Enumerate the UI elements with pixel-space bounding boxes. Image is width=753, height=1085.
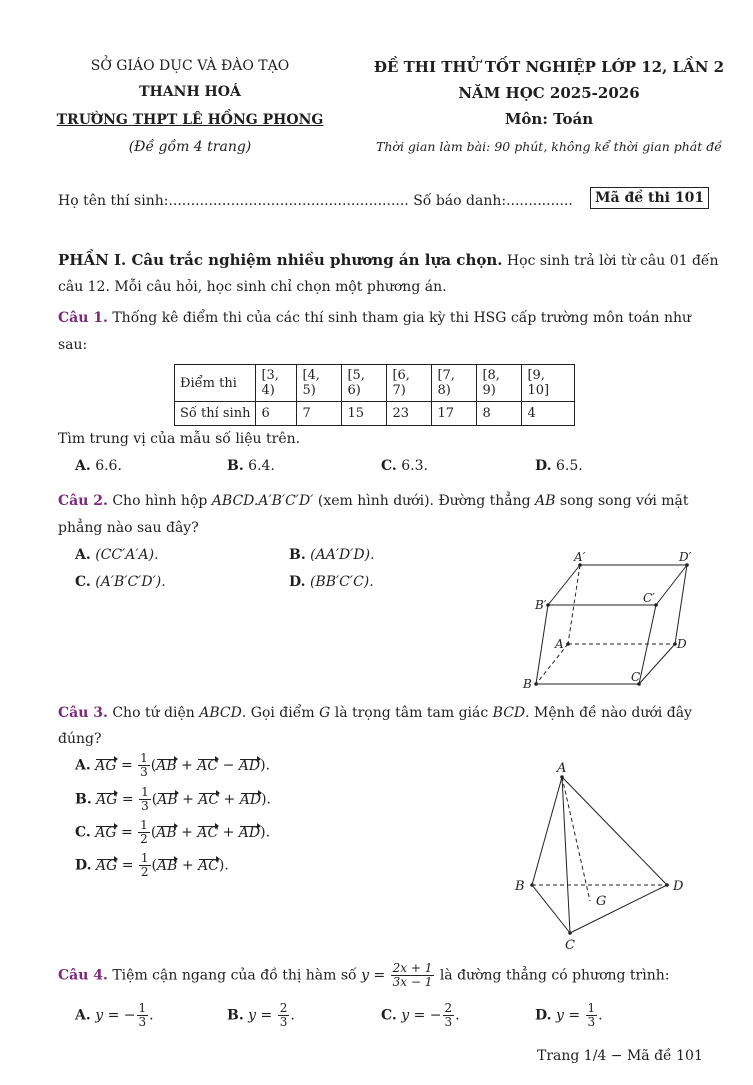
table-cell: Điểm thi: [175, 365, 256, 402]
q3-option-b[interactable]: B. AG = $\frac{1}{3}$ (AB + AC + AD).: [75, 785, 271, 813]
q4-denominator: 3x − 1: [392, 975, 433, 989]
table-cell: [4, 5): [297, 365, 342, 402]
q3-text-a2: . Gọi điểm: [241, 705, 320, 721]
option-text: 6.4.: [248, 458, 275, 474]
table-cell: Số thí sinh: [175, 402, 256, 426]
option-label: C.: [75, 574, 91, 590]
part1-intro-b: câu 12. Mỗi câu hỏi, học sinh chỉ chọn một phương án.: [58, 279, 447, 295]
q1-option-d[interactable]: [535, 458, 583, 474]
vertex-label: A: [557, 761, 567, 776]
q1-option-a[interactable]: [75, 458, 122, 474]
option-label: B.: [227, 458, 244, 474]
q2-text-a1: Cho hình hộp: [112, 493, 212, 509]
q4-text: Câu 4. Tiệm cận ngang của đồ thị hàm số y = $\frac{2x + 1}{3x - 1}$ là đường thẳng có phương trình:: [58, 961, 670, 989]
candidate-id-label: Số báo danh:...............: [413, 193, 573, 209]
q2-option-a[interactable]: [75, 547, 159, 563]
q3-text: [58, 705, 692, 721]
vertex-label: G: [596, 894, 607, 909]
part1-intro-a: Học sinh trả lời từ câu 01 đến: [502, 253, 719, 269]
q4-option-d[interactable]: D. y = $\frac{1}{3}$ .: [535, 1001, 603, 1029]
q4-label: Câu 4.: [58, 967, 108, 984]
score-table: [174, 364, 575, 426]
option-text: 6.5.: [555, 458, 583, 474]
page-count-note: (Đề gồm 4 trang): [128, 139, 252, 155]
q2-line-name: AB: [535, 493, 556, 509]
option-label: B.: [227, 1007, 244, 1024]
q1-text-a: Thống kê điểm thi của các thí sinh tham gia kỳ thi HSG cấp trường môn toán như: [112, 310, 692, 326]
table-cell: 17: [432, 402, 477, 426]
q1-option-c[interactable]: [381, 458, 428, 474]
q3-text-a1: Cho tứ diện: [112, 705, 200, 721]
option-label: D.: [535, 1007, 552, 1024]
option-text: 6.3.: [401, 458, 428, 474]
q1-option-b[interactable]: [227, 458, 275, 474]
school-name: TRƯỜNG THPT LÊ HỒNG PHONG: [56, 112, 324, 128]
table-cell: 6: [256, 402, 297, 426]
q3-text-a3: là trọng tâm tam giác: [330, 705, 493, 721]
vertex-label: C: [565, 938, 575, 953]
table-cell: [6, 7): [387, 365, 432, 402]
q4-option-a[interactable]: A. y = − $\frac{1}{3}$ .: [75, 1001, 154, 1029]
q2-label: Câu 2.: [58, 493, 108, 509]
option-label: A.: [75, 1007, 91, 1024]
vertex-label: D: [673, 879, 684, 894]
table-cell: 23: [387, 402, 432, 426]
option-label: C.: [75, 824, 91, 841]
vertex-label: A′: [574, 550, 586, 564]
q4-fraction: [391, 962, 435, 989]
vertex-label: C′: [643, 591, 655, 605]
q4-text-b: là đường thẳng có phương trình:: [439, 967, 670, 984]
option-text: (A′B′C′D′).: [95, 574, 166, 590]
q2-text-b: phẳng nào sau đây?: [58, 520, 199, 536]
exam-duration: Thời gian làm bài: 90 phút, không kể thời gian phát đề: [376, 139, 722, 154]
option-label: D.: [535, 458, 552, 474]
exam-code-box: Mã đề thi 101: [590, 187, 709, 209]
vertex-label: D′: [679, 550, 692, 564]
q3-tetra-name: ABCD: [199, 705, 242, 721]
table-row: [175, 365, 575, 402]
table-row: [175, 402, 575, 426]
q3-triangle-name: BCD: [492, 705, 526, 721]
table-cell: 8: [477, 402, 522, 426]
table-cell: [5, 6): [342, 365, 387, 402]
q1-ask: Tìm trung vị của mẫu số liệu trên.: [58, 431, 301, 447]
q1-text-b: sau:: [58, 337, 88, 353]
part1-title: PHẦN I. Câu trắc nghiệm nhiều phương án lựa chọn.: [58, 251, 503, 269]
option-label: B.: [289, 547, 306, 563]
vertex-label: B′: [535, 598, 547, 612]
q1-label: Câu 1.: [58, 310, 108, 326]
q2-option-c[interactable]: [75, 574, 166, 590]
page-footer: Trang 1/4 − Mã đề 101: [537, 1048, 703, 1064]
province-name: THANH HOÁ: [139, 84, 241, 100]
subject: Môn: Toán: [504, 110, 594, 128]
q1-text: [58, 310, 691, 326]
q3-label: Câu 3.: [58, 705, 108, 721]
exam-title: ĐỀ THI THỬ TỐT NGHIỆP LỚP 12, LẦN 2: [373, 58, 725, 76]
candidate-name-label: Họ tên thí sinh:......................................................: [58, 193, 409, 209]
option-label: B.: [75, 791, 92, 808]
table-cell: 15: [342, 402, 387, 426]
q2-option-d[interactable]: [289, 574, 374, 590]
table-cell: [7, 8): [432, 365, 477, 402]
option-label: A.: [75, 547, 91, 563]
option-label: D.: [289, 574, 306, 590]
option-text: (AA′D′D).: [310, 547, 375, 563]
option-label: C.: [381, 1007, 397, 1024]
table-cell: [9, 10]: [522, 365, 575, 402]
option-label: D.: [75, 857, 92, 874]
vertex-label: B: [515, 879, 525, 894]
q3-option-d[interactable]: D. AG = $\frac{1}{2}$ (AB + AC).: [75, 851, 229, 879]
q2-text: [58, 493, 689, 509]
option-label: A.: [75, 458, 91, 474]
q2-option-b[interactable]: [289, 547, 375, 563]
table-cell: [3, 4): [256, 365, 297, 402]
q4-option-b[interactable]: B. y = $\frac{2}{3}$ .: [227, 1001, 295, 1029]
tetrahedron-figure: [505, 755, 705, 955]
option-label: A.: [75, 757, 91, 774]
option-label: C.: [381, 458, 397, 474]
table-cell: 4: [522, 402, 575, 426]
department-name: SỞ GIÁO DỤC VÀ ĐÀO TẠO: [90, 58, 290, 74]
q3-option-c[interactable]: C. AG = $\frac{1}{2}$ (AB + AC + AD).: [75, 818, 271, 846]
table-cell: [8, 9): [477, 365, 522, 402]
q2-text-a3: song song với mặt: [555, 493, 689, 509]
q4-text-a: Tiệm cận ngang của đồ thị hàm số: [112, 967, 357, 984]
q2-text-a2: (xem hình dưới). Đường thẳng: [313, 493, 536, 509]
q4-numerator: 2x + 1: [392, 961, 433, 975]
q3-option-a[interactable]: A. AG = $\frac{1}{3}$ (AB + AC − AD).: [75, 751, 271, 779]
option-text: (CC′A′A).: [95, 547, 159, 563]
vertex-label: A: [555, 637, 564, 651]
q4-option-c[interactable]: C. y = − $\frac{2}{3}$ .: [381, 1001, 460, 1029]
option-text: 6.6.: [95, 458, 122, 474]
vertex-label: C: [631, 670, 641, 684]
parallelepiped-figure: [515, 545, 715, 695]
part1-intro: [58, 251, 719, 269]
candidate-name-field: [58, 193, 573, 209]
q3-text-a4: . Mệnh đề nào dưới đây: [525, 705, 692, 721]
option-text: (BB′C′C).: [309, 574, 374, 590]
q3-point-name: G: [319, 705, 331, 721]
school-year: NĂM HỌC 2025-2026: [458, 84, 640, 102]
vertex-label: D: [677, 637, 687, 651]
table-cell: 7: [297, 402, 342, 426]
q3-text-b: đúng?: [58, 731, 102, 747]
q2-box-name: ABCD.A′B′C′D′: [211, 493, 314, 509]
vertex-label: B: [523, 677, 532, 691]
